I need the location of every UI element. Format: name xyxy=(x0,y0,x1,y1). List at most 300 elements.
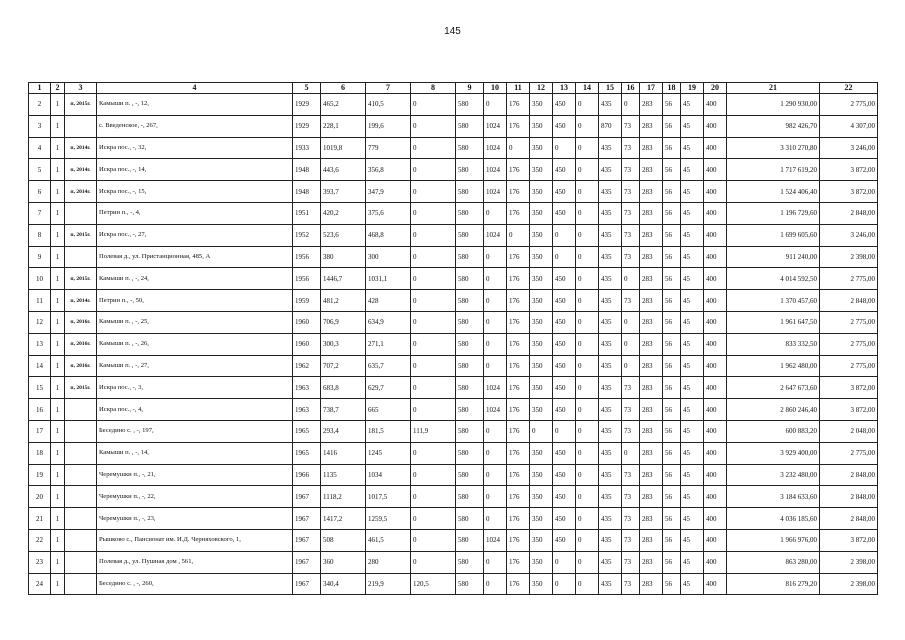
table-cell: 1 xyxy=(51,94,65,116)
table-cell: 435 xyxy=(599,420,622,442)
table-cell: 0 xyxy=(576,508,599,530)
table-cell: 1948 xyxy=(293,181,321,203)
table-cell: 283 xyxy=(640,159,663,181)
table-cell: 2 647 673,60 xyxy=(727,377,820,399)
table-cell: 450 xyxy=(553,311,576,333)
table-cell: 56 xyxy=(663,551,681,573)
table-cell: 7 xyxy=(29,202,51,224)
table-row xyxy=(29,377,878,399)
table-cell: 4 036 185,60 xyxy=(727,508,820,530)
table-cell: Камыши п. , -, 26, xyxy=(97,333,293,355)
table-cell: 283 xyxy=(640,355,663,377)
table-cell: 13 xyxy=(29,333,51,355)
table-cell: 45 xyxy=(681,573,704,595)
table-cell: 350 xyxy=(530,486,553,508)
table-cell: 56 xyxy=(663,311,681,333)
table-cell: 0 xyxy=(553,137,576,159)
table-cell: 1 962 480,00 xyxy=(727,355,820,377)
table-cell xyxy=(65,202,97,224)
table-cell: 45 xyxy=(681,377,704,399)
table-cell: 4 307,00 xyxy=(820,115,878,137)
table-row xyxy=(29,508,878,530)
table-cell: 350 xyxy=(530,529,553,551)
table-cell: 1 290 930,00 xyxy=(727,94,820,116)
table-cell: 176 xyxy=(507,94,530,116)
table-cell: 0 xyxy=(484,420,507,442)
page-number: 145 xyxy=(444,26,461,37)
table-cell: 0 xyxy=(484,311,507,333)
table-cell: 283 xyxy=(640,442,663,464)
table-cell: 1 xyxy=(51,115,65,137)
table-cell: 0 xyxy=(411,442,456,464)
table-row xyxy=(29,115,878,137)
table-cell: 1962 xyxy=(293,355,321,377)
table-cell: 580 xyxy=(456,442,484,464)
table-cell: 56 xyxy=(663,377,681,399)
table-cell: 435 xyxy=(599,137,622,159)
table-cell: Искра пос., -, 14, xyxy=(97,159,293,181)
table-row xyxy=(29,94,878,116)
table-cell: 21 xyxy=(29,508,51,530)
table-cell: 2 048,00 xyxy=(820,420,878,442)
table-cell: 0 xyxy=(411,224,456,246)
table-cell: 356,8 xyxy=(366,159,411,181)
table-cell: 0 xyxy=(576,159,599,181)
table-cell: 400 xyxy=(704,442,727,464)
table-cell: 45 xyxy=(681,311,704,333)
table-cell: 435 xyxy=(599,529,622,551)
table-cell: п, 2015г. xyxy=(65,224,97,246)
table-cell: 450 xyxy=(553,202,576,224)
table-cell: 1 xyxy=(51,355,65,377)
table-cell: 283 xyxy=(640,268,663,290)
table-cell: 2 848,00 xyxy=(820,508,878,530)
table-cell: 683,8 xyxy=(321,377,366,399)
table-row xyxy=(29,268,878,290)
table-cell: 0 xyxy=(411,551,456,573)
table-cell: 580 xyxy=(456,573,484,595)
table-cell: 8 xyxy=(29,224,51,246)
table-cell: 45 xyxy=(681,442,704,464)
table-cell: Рышково с., Пансионат им. И.Д. Черняховского, 1, xyxy=(97,529,293,551)
table-cell: 400 xyxy=(704,115,727,137)
table-cell: 2 860 246,40 xyxy=(727,399,820,421)
table-cell: 0 xyxy=(576,94,599,116)
table-cell: 435 xyxy=(599,224,622,246)
table-cell: 350 xyxy=(530,224,553,246)
table-cell: 468,8 xyxy=(366,224,411,246)
table-cell: 1259,5 xyxy=(366,508,411,530)
table-cell: 428 xyxy=(366,290,411,312)
table-cell: 580 xyxy=(456,181,484,203)
table-cell: 1 xyxy=(51,333,65,355)
table-cell: 400 xyxy=(704,181,727,203)
table-cell: с. Введенское, -, 267, xyxy=(97,115,293,137)
table-cell: 580 xyxy=(456,551,484,573)
table-cell: 450 xyxy=(553,442,576,464)
table-cell: 665 xyxy=(366,399,411,421)
header-row xyxy=(29,83,878,94)
table-cell: 2 398,00 xyxy=(820,551,878,573)
table-cell: 0 xyxy=(576,333,599,355)
table-cell: 3 872,00 xyxy=(820,377,878,399)
table-cell: 450 xyxy=(553,508,576,530)
table-cell: 580 xyxy=(456,508,484,530)
table-cell: 73 xyxy=(622,115,640,137)
table-cell: Камыши п. , -, 14, xyxy=(97,442,293,464)
table-cell: 0 xyxy=(576,224,599,246)
table-cell: 228,1 xyxy=(321,115,366,137)
table-cell: п, 2016г. xyxy=(65,333,97,355)
table-cell: 56 xyxy=(663,486,681,508)
table-cell: 56 xyxy=(663,290,681,312)
table-cell xyxy=(65,420,97,442)
table-cell: 1 524 406,40 xyxy=(727,181,820,203)
table-cell: 45 xyxy=(681,224,704,246)
table-cell: 283 xyxy=(640,399,663,421)
table-cell: 1 xyxy=(51,246,65,268)
table-cell: 3 246,00 xyxy=(820,224,878,246)
table-cell xyxy=(65,399,97,421)
table-cell: 199,6 xyxy=(366,115,411,137)
table-cell: 911 240,00 xyxy=(727,246,820,268)
table-cell: 450 xyxy=(553,355,576,377)
table-cell: 176 xyxy=(507,420,530,442)
housing-register-table xyxy=(28,82,878,595)
table-row xyxy=(29,420,878,442)
table-cell: 2 775,00 xyxy=(820,311,878,333)
table-cell: 1967 xyxy=(293,551,321,573)
table-row xyxy=(29,311,878,333)
table-cell: 1 xyxy=(51,442,65,464)
table-cell: 2 848,00 xyxy=(820,486,878,508)
column-header: 15 xyxy=(599,83,622,94)
table-cell: 350 xyxy=(530,268,553,290)
table-cell: 3 929 400,00 xyxy=(727,442,820,464)
table-cell: 450 xyxy=(553,181,576,203)
table-cell: 56 xyxy=(663,115,681,137)
table-cell: 0 xyxy=(411,529,456,551)
table-cell: 283 xyxy=(640,115,663,137)
table-cell: 2 775,00 xyxy=(820,442,878,464)
table-cell: 283 xyxy=(640,311,663,333)
table-cell: 0 xyxy=(576,181,599,203)
table-cell: 435 xyxy=(599,268,622,290)
table-cell: 450 xyxy=(553,464,576,486)
table-cell: 400 xyxy=(704,486,727,508)
table-cell: 3 872,00 xyxy=(820,159,878,181)
table-cell: 400 xyxy=(704,399,727,421)
table-cell xyxy=(65,464,97,486)
table-cell: 0 xyxy=(484,573,507,595)
table-cell: 2 848,00 xyxy=(820,202,878,224)
column-header: 3 xyxy=(65,83,97,94)
table-cell: 1929 xyxy=(293,94,321,116)
table-cell: 1 xyxy=(51,181,65,203)
table-row xyxy=(29,355,878,377)
table-cell: 18 xyxy=(29,442,51,464)
table-cell: 3 184 633,60 xyxy=(727,486,820,508)
table-cell: 435 xyxy=(599,486,622,508)
table-cell: 176 xyxy=(507,268,530,290)
table-cell: 580 xyxy=(456,377,484,399)
table-cell: 0 xyxy=(411,311,456,333)
column-header: 13 xyxy=(553,83,576,94)
table-cell: 283 xyxy=(640,290,663,312)
table-cell: п, 2014г. xyxy=(65,137,97,159)
table-cell: 580 xyxy=(456,115,484,137)
table-cell: 16 xyxy=(29,399,51,421)
table-cell: 176 xyxy=(507,486,530,508)
table-cell: 56 xyxy=(663,573,681,595)
column-header: 21 xyxy=(727,83,820,94)
table-cell: 0 xyxy=(507,224,530,246)
table-cell: 0 xyxy=(576,268,599,290)
table-cell: 1952 xyxy=(293,224,321,246)
table-cell: 863 280,00 xyxy=(727,551,820,573)
table-cell: 1963 xyxy=(293,377,321,399)
table-cell: 0 xyxy=(411,486,456,508)
table-cell: 0 xyxy=(576,377,599,399)
table-cell: 1966 xyxy=(293,464,321,486)
table-cell: 45 xyxy=(681,290,704,312)
table-cell: 0 xyxy=(507,137,530,159)
table-cell: 1967 xyxy=(293,573,321,595)
table-cell: 176 xyxy=(507,159,530,181)
table-cell: 0 xyxy=(484,508,507,530)
table-cell: 450 xyxy=(553,529,576,551)
table-cell: 56 xyxy=(663,159,681,181)
table-cell xyxy=(65,442,97,464)
table-cell: 634,9 xyxy=(366,311,411,333)
column-header: 14 xyxy=(576,83,599,94)
table-cell: 1 xyxy=(51,311,65,333)
table-cell: 420,2 xyxy=(321,202,366,224)
table-cell: 120,5 xyxy=(411,573,456,595)
table-cell: 45 xyxy=(681,115,704,137)
table-cell: 73 xyxy=(622,508,640,530)
table-cell: 1024 xyxy=(484,137,507,159)
table-cell: 1135 xyxy=(321,464,366,486)
table-cell: 0 xyxy=(576,486,599,508)
table-cell: 450 xyxy=(553,115,576,137)
table-cell: 293,4 xyxy=(321,420,366,442)
column-header: 10 xyxy=(484,83,507,94)
table-cell: 176 xyxy=(507,399,530,421)
table-cell: 22 xyxy=(29,529,51,551)
table-cell: 508 xyxy=(321,529,366,551)
table-cell: 523,6 xyxy=(321,224,366,246)
table-cell: 350 xyxy=(530,464,553,486)
table-cell: 1951 xyxy=(293,202,321,224)
table-cell: 0 xyxy=(411,355,456,377)
column-header: 12 xyxy=(530,83,553,94)
table-row xyxy=(29,551,878,573)
table-cell: 340,4 xyxy=(321,573,366,595)
table-cell: 0 xyxy=(411,181,456,203)
table-cell xyxy=(65,246,97,268)
table-cell: 1019,8 xyxy=(321,137,366,159)
table-cell: п, 2016г. xyxy=(65,355,97,377)
table-cell: 19 xyxy=(29,464,51,486)
table-row xyxy=(29,246,878,268)
table-cell: 73 xyxy=(622,377,640,399)
table-cell: 283 xyxy=(640,508,663,530)
table-cell xyxy=(65,573,97,595)
table-cell: 350 xyxy=(530,246,553,268)
table-cell: 400 xyxy=(704,377,727,399)
column-header: 8 xyxy=(411,83,456,94)
table-cell: п, 2015г. xyxy=(65,377,97,399)
table-cell: 1965 xyxy=(293,442,321,464)
table-cell: 14 xyxy=(29,355,51,377)
table-cell: 0 xyxy=(411,246,456,268)
table-cell: 0 xyxy=(576,115,599,137)
table-cell: 1956 xyxy=(293,246,321,268)
table-cell: 283 xyxy=(640,464,663,486)
table-cell: 73 xyxy=(622,159,640,181)
column-header: 7 xyxy=(366,83,411,94)
table-cell: 283 xyxy=(640,181,663,203)
column-header: 17 xyxy=(640,83,663,94)
table-cell: 56 xyxy=(663,268,681,290)
table-cell: 1 370 457,60 xyxy=(727,290,820,312)
table-cell: 283 xyxy=(640,573,663,595)
table-cell: 0 xyxy=(576,355,599,377)
table-cell: 2 775,00 xyxy=(820,355,878,377)
table-cell: 1024 xyxy=(484,115,507,137)
table-cell: 45 xyxy=(681,355,704,377)
table-cell: 1967 xyxy=(293,508,321,530)
table-cell: Искра пос., -, 3, xyxy=(97,377,293,399)
table-cell: 176 xyxy=(507,464,530,486)
table-cell: 1118,2 xyxy=(321,486,366,508)
table-cell: 635,7 xyxy=(366,355,411,377)
table-cell: 6 xyxy=(29,181,51,203)
table-cell: 24 xyxy=(29,573,51,595)
table-cell: 0 xyxy=(576,551,599,573)
table-cell: 1 xyxy=(51,486,65,508)
table-cell: 181,5 xyxy=(366,420,411,442)
table-cell: 0 xyxy=(622,268,640,290)
table-cell: 3 xyxy=(29,115,51,137)
table-cell: 400 xyxy=(704,159,727,181)
table-cell: 350 xyxy=(530,181,553,203)
table-cell: 176 xyxy=(507,246,530,268)
table-cell: 300 xyxy=(366,246,411,268)
table-cell: 2 848,00 xyxy=(820,464,878,486)
table-cell: 1960 xyxy=(293,333,321,355)
table-cell: 600 883,20 xyxy=(727,420,820,442)
column-header: 5 xyxy=(293,83,321,94)
table-cell: 73 xyxy=(622,420,640,442)
table-cell: п, 2015г. xyxy=(65,94,97,116)
table-cell: 2 398,00 xyxy=(820,246,878,268)
table-cell: 400 xyxy=(704,224,727,246)
table-cell: 73 xyxy=(622,399,640,421)
table-cell: 12 xyxy=(29,311,51,333)
table-cell: 1 xyxy=(51,399,65,421)
table-cell: 45 xyxy=(681,529,704,551)
table-cell: 45 xyxy=(681,333,704,355)
table-cell: 0 xyxy=(622,442,640,464)
table-cell: 450 xyxy=(553,377,576,399)
table-cell: 375,6 xyxy=(366,202,411,224)
table-cell: 706,9 xyxy=(321,311,366,333)
table-row xyxy=(29,464,878,486)
table-cell: 56 xyxy=(663,420,681,442)
table-cell: 450 xyxy=(553,290,576,312)
table-cell: 4 014 592,50 xyxy=(727,268,820,290)
table-cell: 0 xyxy=(576,464,599,486)
table-cell: 45 xyxy=(681,464,704,486)
table-cell: 45 xyxy=(681,181,704,203)
table-cell: 1024 xyxy=(484,529,507,551)
table-cell: 1956 xyxy=(293,268,321,290)
table-cell: 176 xyxy=(507,311,530,333)
table-cell: 400 xyxy=(704,268,727,290)
table-cell: 481,2 xyxy=(321,290,366,312)
table-cell: п, 2015г. xyxy=(65,268,97,290)
table-cell: 176 xyxy=(507,377,530,399)
table-cell: 400 xyxy=(704,246,727,268)
table-cell: 435 xyxy=(599,333,622,355)
table-cell: 283 xyxy=(640,551,663,573)
table-cell: Камыши п. , -, 24, xyxy=(97,268,293,290)
table-cell: п, 2016г. xyxy=(65,311,97,333)
table-cell: 400 xyxy=(704,529,727,551)
table-cell: 1 699 605,60 xyxy=(727,224,820,246)
table-cell: 283 xyxy=(640,377,663,399)
table-cell: 176 xyxy=(507,508,530,530)
table-cell: 73 xyxy=(622,290,640,312)
table-cell: 1967 xyxy=(293,529,321,551)
table-cell: 1933 xyxy=(293,137,321,159)
table-cell: 56 xyxy=(663,508,681,530)
table-cell: 450 xyxy=(553,486,576,508)
table-cell: 9 xyxy=(29,246,51,268)
table-cell: 0 xyxy=(484,486,507,508)
table-cell: 3 872,00 xyxy=(820,529,878,551)
table-cell: 1929 xyxy=(293,115,321,137)
table-cell: 23 xyxy=(29,551,51,573)
table-cell: 56 xyxy=(663,464,681,486)
table-cell: Полевая д., ул. Пушная дом , 561, xyxy=(97,551,293,573)
table-cell: 1017,5 xyxy=(366,486,411,508)
table-cell: 0 xyxy=(576,137,599,159)
table-cell: 450 xyxy=(553,159,576,181)
column-header: 20 xyxy=(704,83,727,94)
table-cell: 45 xyxy=(681,420,704,442)
table-cell: 283 xyxy=(640,224,663,246)
table-cell: 0 xyxy=(411,94,456,116)
table-cell: 45 xyxy=(681,486,704,508)
table-cell: Искра пос., -, 4, xyxy=(97,399,293,421)
table-cell: 0 xyxy=(576,202,599,224)
table-cell: 176 xyxy=(507,115,530,137)
table-row xyxy=(29,159,878,181)
table-cell: 400 xyxy=(704,290,727,312)
table-cell: 350 xyxy=(530,202,553,224)
table-cell: 1034 xyxy=(366,464,411,486)
table-cell: 1024 xyxy=(484,224,507,246)
table-cell: 435 xyxy=(599,311,622,333)
table-cell: 176 xyxy=(507,202,530,224)
table-cell: 0 xyxy=(553,551,576,573)
table-cell: Полевая д., ул. Пристанционная, 485, А xyxy=(97,246,293,268)
table-cell: 1967 xyxy=(293,486,321,508)
table-cell: 0 xyxy=(484,290,507,312)
